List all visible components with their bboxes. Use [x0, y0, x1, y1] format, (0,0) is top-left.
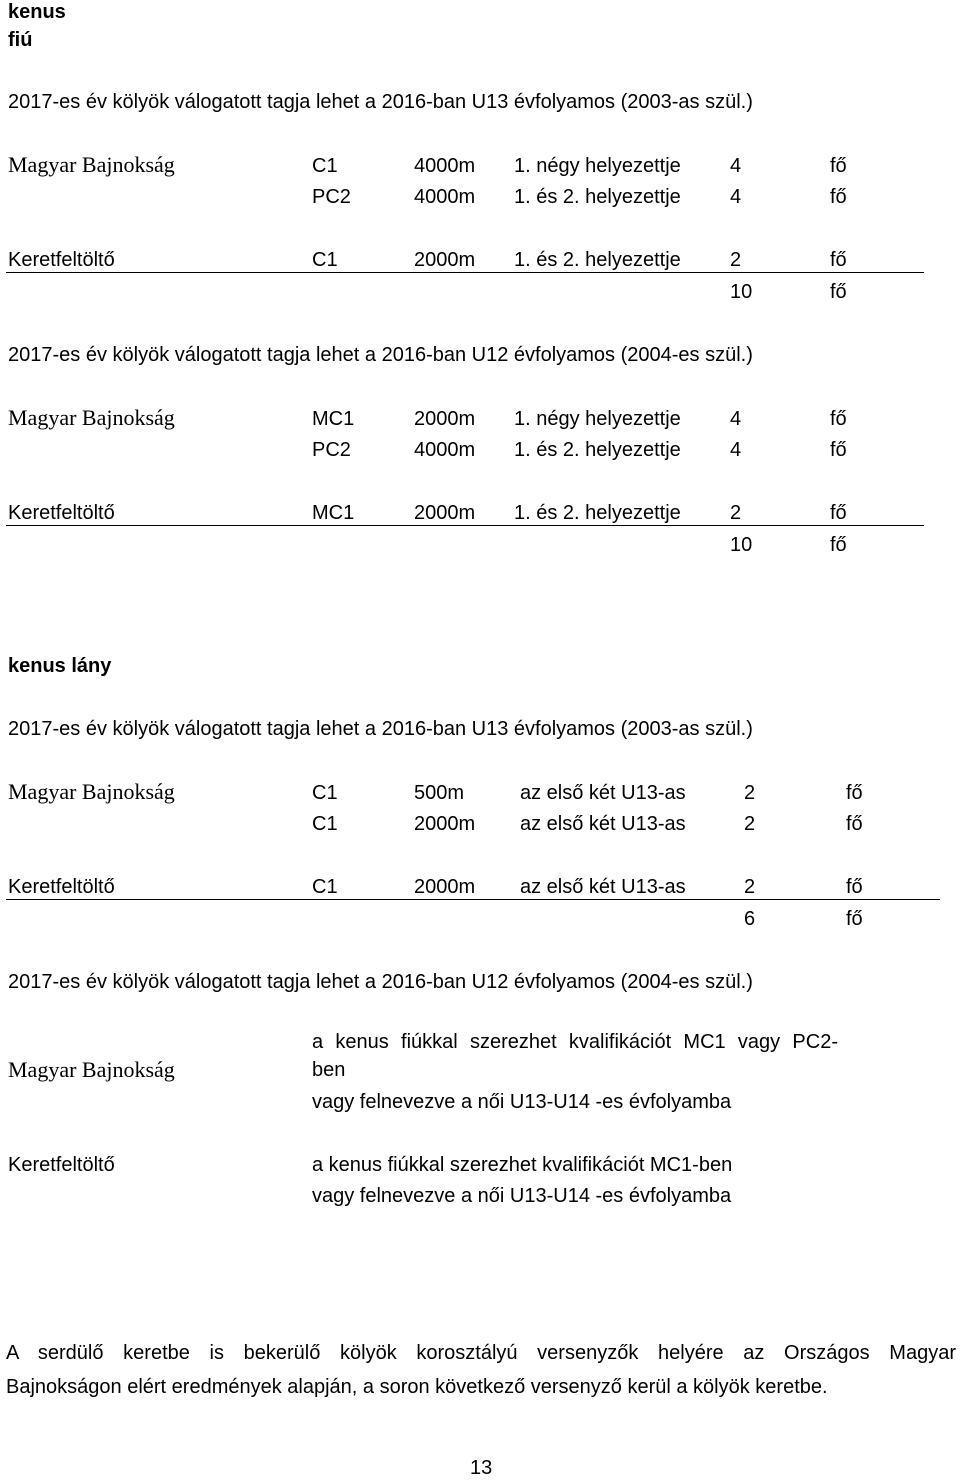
- row-distance: 2000m: [414, 813, 476, 835]
- row-boat: MC1: [312, 408, 355, 430]
- row-count: 2: [744, 813, 756, 835]
- row-count: 2: [730, 249, 742, 271]
- intro-text: 2017-es év kölyök válogatott tagja lehet a 2016-ban U12 évfolyamos (2004-es szül.): [8, 971, 753, 993]
- row-distance: 2000m: [414, 876, 476, 898]
- row-condition: 1. és 2. helyezettje: [514, 502, 681, 524]
- row-boat: MC1: [312, 502, 355, 524]
- row-count: 4: [730, 439, 742, 461]
- row-condition: az első két U13-as: [520, 782, 686, 804]
- page-number: 13: [470, 1457, 493, 1479]
- sum-rule: [6, 525, 924, 526]
- row-group-label: Magyar Bajnokság: [8, 779, 175, 804]
- row-distance: 500m: [414, 782, 465, 804]
- row-group-label: Keretfeltöltő: [8, 249, 115, 271]
- sum-rule: [6, 272, 924, 273]
- footer-paragraph-line2: Bajnokságon elért eredmények alapján, a soron következő versenyző kerül a kölyök keretbe.: [6, 1376, 828, 1398]
- row-distance: 4000m: [414, 186, 476, 208]
- row-boat: PC2: [312, 186, 351, 208]
- row-unit: fő: [830, 439, 847, 461]
- row-group-label: Magyar Bajnokság: [8, 152, 175, 177]
- row-unit: fő: [830, 249, 847, 271]
- row-boat: C1: [312, 249, 338, 271]
- mb-text-line1: a kenus fiúkkal szerezhet kvalifikációt MC1 vagy PC2-: [312, 1031, 838, 1053]
- row-unit: fő: [846, 876, 863, 898]
- kf-label: Keretfeltöltő: [8, 1154, 115, 1176]
- total-unit: fő: [830, 281, 847, 303]
- intro-text: 2017-es év kölyök válogatott tagja lehet a 2016-ban U13 évfolyamos (2003-as szül.): [8, 718, 753, 740]
- kf-text-line2: vagy felnevezve a női U13-U14 -es évfolyamba: [312, 1185, 732, 1207]
- row-boat: C1: [312, 813, 338, 835]
- row-unit: fő: [830, 186, 847, 208]
- mb-text-line2: ben: [312, 1059, 346, 1081]
- row-unit: fő: [830, 155, 847, 177]
- row-count: 2: [744, 782, 756, 804]
- total-count: 6: [744, 908, 756, 930]
- row-distance: 2000m: [414, 408, 476, 430]
- row-condition: az első két U13-as: [520, 813, 686, 835]
- total-unit: fő: [846, 908, 863, 930]
- row-distance: 2000m: [414, 249, 476, 271]
- row-count: 4: [730, 186, 742, 208]
- row-condition: 1. és 2. helyezettje: [514, 439, 681, 461]
- row-condition: 1. négy helyezettje: [514, 155, 681, 177]
- row-boat: PC2: [312, 439, 351, 461]
- row-count: 4: [730, 155, 742, 177]
- sum-rule: [6, 899, 940, 900]
- row-group-label: Magyar Bajnokság: [8, 405, 175, 430]
- row-condition: 1. négy helyezettje: [514, 408, 681, 430]
- row-count: 2: [730, 502, 742, 524]
- footer-paragraph-line1: A serdülő keretbe is bekerülő kölyök korosztályú versenyzők helyére az Országos Magyar: [6, 1342, 956, 1364]
- row-unit: fő: [846, 782, 863, 804]
- section-heading-line1: kenus: [8, 1, 66, 23]
- row-count: 2: [744, 876, 756, 898]
- row-distance: 4000m: [414, 155, 476, 177]
- row-distance: 2000m: [414, 502, 476, 524]
- mb-label: Magyar Bajnokság: [8, 1057, 175, 1082]
- intro-text: 2017-es év kölyök válogatott tagja lehet a 2016-ban U12 évfolyamos (2004-es szül.): [8, 344, 753, 366]
- row-unit: fő: [846, 813, 863, 835]
- row-boat: C1: [312, 876, 338, 898]
- row-group-label: Keretfeltöltő: [8, 876, 115, 898]
- row-condition: 1. és 2. helyezettje: [514, 249, 681, 271]
- row-unit: fő: [830, 408, 847, 430]
- row-distance: 4000m: [414, 439, 476, 461]
- section-heading-line2: fiú: [8, 29, 33, 51]
- mb-text-line3: vagy felnevezve a női U13-U14 -es évfolyamba: [312, 1091, 732, 1113]
- intro-text: 2017-es év kölyök válogatott tagja lehet a 2016-ban U13 évfolyamos (2003-as szül.): [8, 91, 753, 113]
- kf-text-line1: a kenus fiúkkal szerezhet kvalifikációt MC1-ben: [312, 1154, 733, 1176]
- row-boat: C1: [312, 155, 338, 177]
- row-boat: C1: [312, 782, 338, 804]
- row-count: 4: [730, 408, 742, 430]
- total-count: 10: [730, 534, 753, 556]
- row-unit: fő: [830, 502, 847, 524]
- row-group-label: Keretfeltöltő: [8, 502, 115, 524]
- total-unit: fő: [830, 534, 847, 556]
- row-condition: 1. és 2. helyezettje: [514, 186, 681, 208]
- section-heading: kenus lány: [8, 655, 112, 677]
- total-count: 10: [730, 281, 753, 303]
- row-condition: az első két U13-as: [520, 876, 686, 898]
